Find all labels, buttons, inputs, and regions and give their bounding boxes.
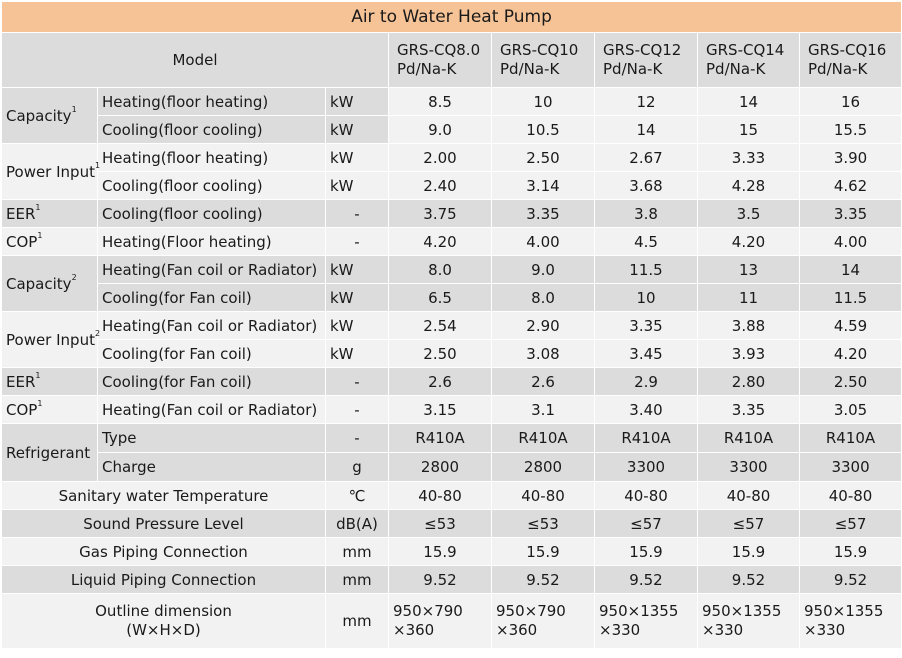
value-cell: 2.6	[389, 368, 492, 396]
value-cell: 9.52	[800, 566, 902, 594]
row-label: Heating(floor heating)	[98, 144, 326, 172]
value-cell: 3.68	[595, 172, 698, 200]
value-cell: 10.5	[492, 116, 595, 144]
table-row	[2, 424, 902, 453]
value-cell: 9.52	[389, 566, 492, 594]
table-row	[2, 144, 902, 172]
value-cell: 11	[698, 284, 800, 312]
value-cell: 3.08	[492, 340, 595, 368]
value-cell: 40-80	[492, 482, 595, 510]
table-row	[2, 396, 902, 424]
value-cell: 3300	[595, 453, 698, 482]
value-cell: 2.50	[492, 144, 595, 172]
value-cell: 4.20	[800, 340, 902, 368]
group-label-capacity: Capacity$^1$	[2, 88, 98, 144]
value-cell: 9.0	[492, 256, 595, 284]
table-row	[2, 594, 902, 649]
row-unit: kW	[326, 116, 389, 144]
value-cell: 3.05	[800, 396, 902, 424]
value-cell: 2.6	[492, 368, 595, 396]
value-cell: 950×1355 ×330	[800, 594, 902, 649]
value-cell: 2.80	[698, 368, 800, 396]
row-label: Cooling(floor cooling)	[98, 172, 326, 200]
row-label: Heating(Fan coil or Radiator)	[98, 396, 326, 424]
value-cell: 15.5	[800, 116, 902, 144]
table-row	[2, 312, 902, 340]
table-row	[2, 172, 902, 200]
group-label-refrigerant: Refrigerant	[2, 424, 98, 482]
value-cell: 4.20	[698, 228, 800, 256]
value-cell: 4.28	[698, 172, 800, 200]
value-cell: 3.88	[698, 312, 800, 340]
value-cell: 10	[595, 284, 698, 312]
row-unit: kW	[326, 312, 389, 340]
row-label: Heating(Fan coil or Radiator)	[98, 256, 326, 284]
value-cell: 9.52	[492, 566, 595, 594]
value-cell: 3.15	[389, 396, 492, 424]
value-cell: ≤57	[800, 510, 902, 538]
table-row	[2, 228, 902, 256]
value-cell: R410A	[492, 424, 595, 453]
value-cell: 2.9	[595, 368, 698, 396]
value-cell: 950×1355 ×330	[698, 594, 800, 649]
row-unit: -	[326, 424, 389, 453]
value-cell: 15.9	[698, 538, 800, 566]
row-unit: kW	[326, 144, 389, 172]
value-cell: 3.35	[492, 200, 595, 228]
row-label: Cooling(for Fan coil)	[98, 284, 326, 312]
value-cell: 15.9	[492, 538, 595, 566]
row-label: Gas Piping Connection	[2, 538, 326, 566]
value-cell: 4.20	[389, 228, 492, 256]
value-cell: 9.52	[698, 566, 800, 594]
value-cell: R410A	[800, 424, 902, 453]
value-cell: 11.5	[800, 284, 902, 312]
value-cell: 3.14	[492, 172, 595, 200]
value-cell: ≤57	[698, 510, 800, 538]
row-unit: -	[326, 368, 389, 396]
value-cell: 12	[595, 88, 698, 116]
value-cell: 40-80	[698, 482, 800, 510]
table-row	[2, 566, 902, 594]
value-cell: 14	[698, 88, 800, 116]
value-cell: 3.35	[800, 200, 902, 228]
value-cell: ≤53	[492, 510, 595, 538]
value-cell: 4.5	[595, 228, 698, 256]
table-row	[2, 538, 902, 566]
row-label: Type	[98, 424, 326, 453]
row-unit: kW	[326, 284, 389, 312]
row-label: Charge	[98, 453, 326, 482]
value-cell: 2800	[492, 453, 595, 482]
row-unit: dB(A)	[326, 510, 389, 538]
row-label: Cooling(for Fan coil)	[98, 368, 326, 396]
value-cell: ≤53	[389, 510, 492, 538]
value-cell: 15.9	[389, 538, 492, 566]
row-label: Sound Pressure Level	[2, 510, 326, 538]
row-label: Sanitary water Temperature	[2, 482, 326, 510]
row-unit: mm	[326, 566, 389, 594]
value-cell: 2.67	[595, 144, 698, 172]
model-name: GRS-CQ10 Pd/Na-K	[492, 33, 595, 88]
value-cell: 4.62	[800, 172, 902, 200]
value-cell: ≤57	[595, 510, 698, 538]
row-unit: -	[326, 200, 389, 228]
row-unit: mm	[326, 538, 389, 566]
value-cell: 3.35	[595, 312, 698, 340]
value-cell: 15.9	[595, 538, 698, 566]
row-label: Cooling(for Fan coil)	[98, 340, 326, 368]
value-cell: 2.40	[389, 172, 492, 200]
model-name: GRS-CQ12 Pd/Na-K	[595, 33, 698, 88]
value-cell: 15	[698, 116, 800, 144]
row-unit: g	[326, 453, 389, 482]
value-cell: 3.5	[698, 200, 800, 228]
group-label-cop: COP$^1$	[2, 228, 98, 256]
value-cell: 40-80	[389, 482, 492, 510]
model-header: Model	[2, 33, 389, 88]
row-label-outline: Outline dimension (W×H×D)	[2, 594, 326, 649]
table-row	[2, 200, 902, 228]
value-cell: 3.40	[595, 396, 698, 424]
value-cell: 14	[595, 116, 698, 144]
value-cell: 14	[800, 256, 902, 284]
value-cell: 950×790 ×360	[389, 594, 492, 649]
group-label-eer: EER$^1$	[2, 200, 98, 228]
value-cell: 8.0	[389, 256, 492, 284]
value-cell: 3.90	[800, 144, 902, 172]
value-cell: 3300	[800, 453, 902, 482]
row-label: Cooling(floor cooling)	[98, 200, 326, 228]
row-label: Heating(Floor heating)	[98, 228, 326, 256]
group-label-cop: COP$^1$	[2, 396, 98, 424]
row-unit: -	[326, 228, 389, 256]
value-cell: 3.45	[595, 340, 698, 368]
group-label-capacity: Capacity$^2$	[2, 256, 98, 312]
value-cell: 40-80	[595, 482, 698, 510]
row-unit: ℃	[326, 482, 389, 510]
value-cell: 2800	[389, 453, 492, 482]
value-cell: 3.35	[698, 396, 800, 424]
value-cell: 2.00	[389, 144, 492, 172]
value-cell: 3300	[698, 453, 800, 482]
row-unit: kW	[326, 172, 389, 200]
value-cell: 15.9	[800, 538, 902, 566]
value-cell: 9.52	[595, 566, 698, 594]
table-title: Air to Water Heat Pump	[2, 2, 902, 33]
value-cell: 3.75	[389, 200, 492, 228]
spec-table	[1, 1, 902, 649]
row-label: Liquid Piping Connection	[2, 566, 326, 594]
model-header-row	[2, 33, 902, 88]
value-cell: 3.93	[698, 340, 800, 368]
value-cell: 4.00	[800, 228, 902, 256]
value-cell: 13	[698, 256, 800, 284]
model-name: GRS-CQ16 Pd/Na-K	[800, 33, 902, 88]
value-cell: 3.1	[492, 396, 595, 424]
value-cell: 2.50	[389, 340, 492, 368]
table-row	[2, 88, 902, 116]
value-cell: 8.5	[389, 88, 492, 116]
value-cell: 2.90	[492, 312, 595, 340]
table-row	[2, 482, 902, 510]
value-cell: 4.00	[492, 228, 595, 256]
table-row	[2, 256, 902, 284]
value-cell: R410A	[595, 424, 698, 453]
value-cell: R410A	[389, 424, 492, 453]
group-label-eer: EER$^1$	[2, 368, 98, 396]
value-cell: 11.5	[595, 256, 698, 284]
table-row	[2, 284, 902, 312]
value-cell: 8.0	[492, 284, 595, 312]
value-cell: 16	[800, 88, 902, 116]
model-name: GRS-CQ8.0 Pd/Na-K	[389, 33, 492, 88]
value-cell: 40-80	[800, 482, 902, 510]
value-cell: 3.33	[698, 144, 800, 172]
row-unit: kW	[326, 340, 389, 368]
value-cell: 2.50	[800, 368, 902, 396]
table-row	[2, 453, 902, 482]
row-unit: kW	[326, 256, 389, 284]
value-cell: 950×1355 ×330	[595, 594, 698, 649]
value-cell: 10	[492, 88, 595, 116]
row-label: Cooling(floor cooling)	[98, 116, 326, 144]
value-cell: 950×790 ×360	[492, 594, 595, 649]
row-unit: mm	[326, 594, 389, 649]
table-row	[2, 340, 902, 368]
value-cell: R410A	[698, 424, 800, 453]
table-row	[2, 116, 902, 144]
value-cell: 9.0	[389, 116, 492, 144]
model-name: GRS-CQ14 Pd/Na-K	[698, 33, 800, 88]
table-row	[2, 368, 902, 396]
row-unit: kW	[326, 88, 389, 116]
group-label-power-input: Power Input$^2$	[2, 312, 98, 368]
row-label: Heating(floor heating)	[98, 88, 326, 116]
value-cell: 4.59	[800, 312, 902, 340]
value-cell: 3.8	[595, 200, 698, 228]
row-label: Heating(Fan coil or Radiator)	[98, 312, 326, 340]
table-row	[2, 510, 902, 538]
value-cell: 2.54	[389, 312, 492, 340]
row-unit: -	[326, 396, 389, 424]
group-label-power-input: Power Input$^1$	[2, 144, 98, 200]
value-cell: 6.5	[389, 284, 492, 312]
